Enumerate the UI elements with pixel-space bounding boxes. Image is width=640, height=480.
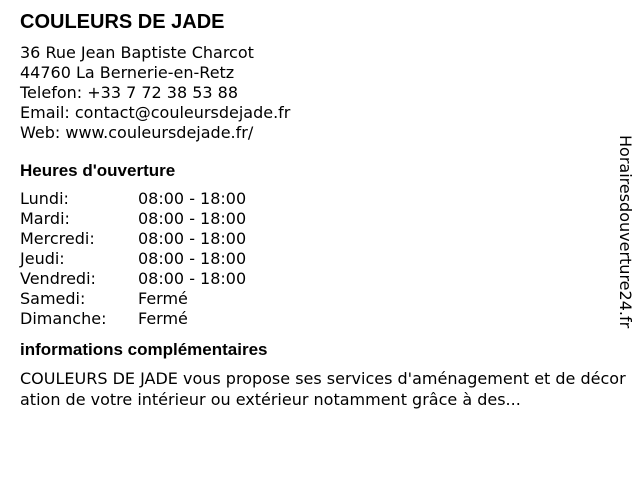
hours-heading: Heures d'ouverture [20,161,176,180]
hours-day: Lundi: [20,189,69,208]
hours-row-mardi [20,209,620,229]
hours-row-mercredi [20,229,620,249]
hours-row-dimanche [20,309,620,329]
hours-row-samedi [20,289,620,309]
hours-row-vendredi [20,269,620,289]
phone-line: Telefon: +33 7 72 38 53 88 [20,83,239,102]
hours-time: Fermé [138,289,188,308]
hours-day: Mercredi: [20,229,95,248]
hours-day: Vendredi: [20,269,96,288]
info-description: COULEURS DE JADE vous propose ses services d'aménagement et de décoration de votre intérieur ou extérieur notamment grâce à des... [20,369,626,409]
hours-day: Samedi: [20,289,86,308]
address-block [20,43,620,143]
hours-day: Jeudi: [20,249,65,268]
hours-day: Dimanche: [20,309,107,328]
hours-table [20,189,620,329]
web-line: Web: www.couleursdejade.fr/ [20,123,254,142]
business-name: COULEURS DE JADE [20,11,225,33]
hours-day: Mardi: [20,209,70,228]
hours-time: 08:00 - 18:00 [138,189,247,208]
city-address: 44760 La Bernerie-en-Retz [20,63,235,82]
hours-time: 08:00 - 18:00 [138,209,247,228]
hours-time: 08:00 - 18:00 [138,229,247,248]
hours-time: Fermé [138,309,188,328]
hours-row-lundi [20,189,620,209]
info-heading: informations complémentaires [20,340,268,359]
hours-time: 08:00 - 18:00 [138,269,247,288]
street-address: 36 Rue Jean Baptiste Charcot [20,43,254,62]
email-line: Email: contact@couleursdejade.fr [20,103,291,122]
hours-time: 08:00 - 18:00 [138,249,247,268]
site-watermark: Horairesdouverture24.fr [616,135,635,329]
hours-row-jeudi [20,249,620,269]
